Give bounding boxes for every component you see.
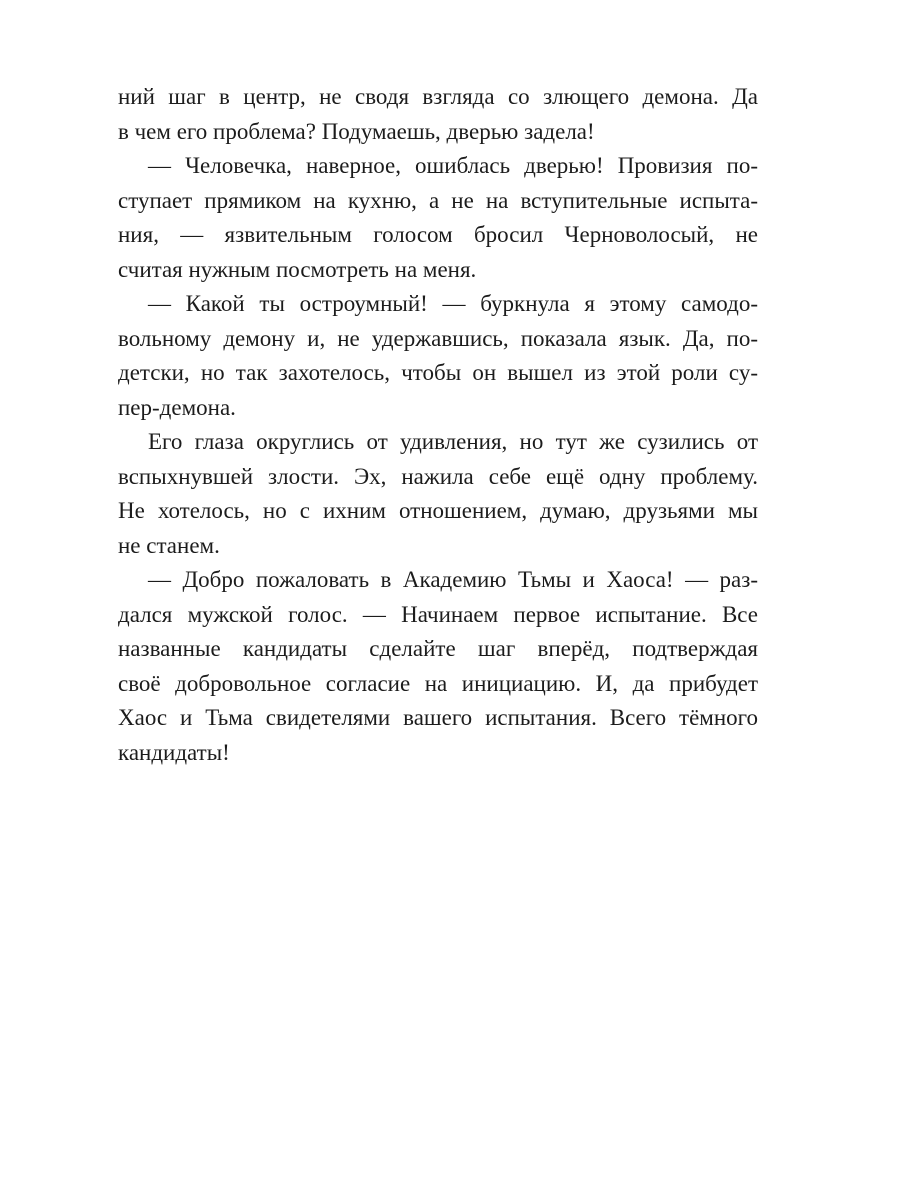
- text-line: пер-демона.: [118, 394, 236, 420]
- text-line: Хаос и Тьма свидетелями вашего испытания. Всего тёмного: [118, 705, 758, 730]
- text-line: вольному демону и, не удержавшись, показала язык. Да, по-: [118, 325, 758, 351]
- text-line: ступает прямиком на кухню, а не на вступительные испыта-: [118, 187, 758, 213]
- text-line: не станем.: [118, 532, 220, 558]
- text-line: ния, — язвительным голосом бросил Черноволосый, не: [118, 222, 758, 247]
- text-line: детски, но так захотелось, чтобы он вышел из этой роли су-: [118, 360, 758, 385]
- text-line: — Человечка, наверное, ошиблась дверью! Провизия по-: [148, 153, 758, 178]
- text-line: своё добровольное согласие на инициацию. И, да прибудет: [118, 670, 758, 696]
- text-line: в чем его проблема? Подумаешь, дверью задела!: [118, 118, 595, 144]
- text-line: кандидаты!: [118, 739, 230, 765]
- text-line: считая нужным посмотреть на меня.: [118, 256, 477, 282]
- text-line: дался мужской голос. — Начинаем первое испытание. Все: [118, 601, 758, 627]
- text-line: — Какой ты остроумный! — буркнула я этому самодо-: [148, 291, 758, 316]
- text-line: — Добро пожаловать в Академию Тьмы и Хаоса! — раз-: [148, 567, 758, 592]
- text-line: Его глаза округлись от удивления, но тут же сузились от: [148, 429, 758, 454]
- text-line: ний шаг в центр, не сводя взгляда со злющего демона. Да: [118, 84, 758, 109]
- body-text: [118, 80, 758, 770]
- text-line: названные кандидаты сделайте шаг вперёд, подтверждая: [118, 636, 758, 661]
- text-line: Не хотелось, но с ихним отношением, думаю, друзьями мы: [118, 498, 758, 523]
- text-line: вспыхнувшей злости. Эх, нажила себе ещё одну проблему.: [118, 463, 758, 489]
